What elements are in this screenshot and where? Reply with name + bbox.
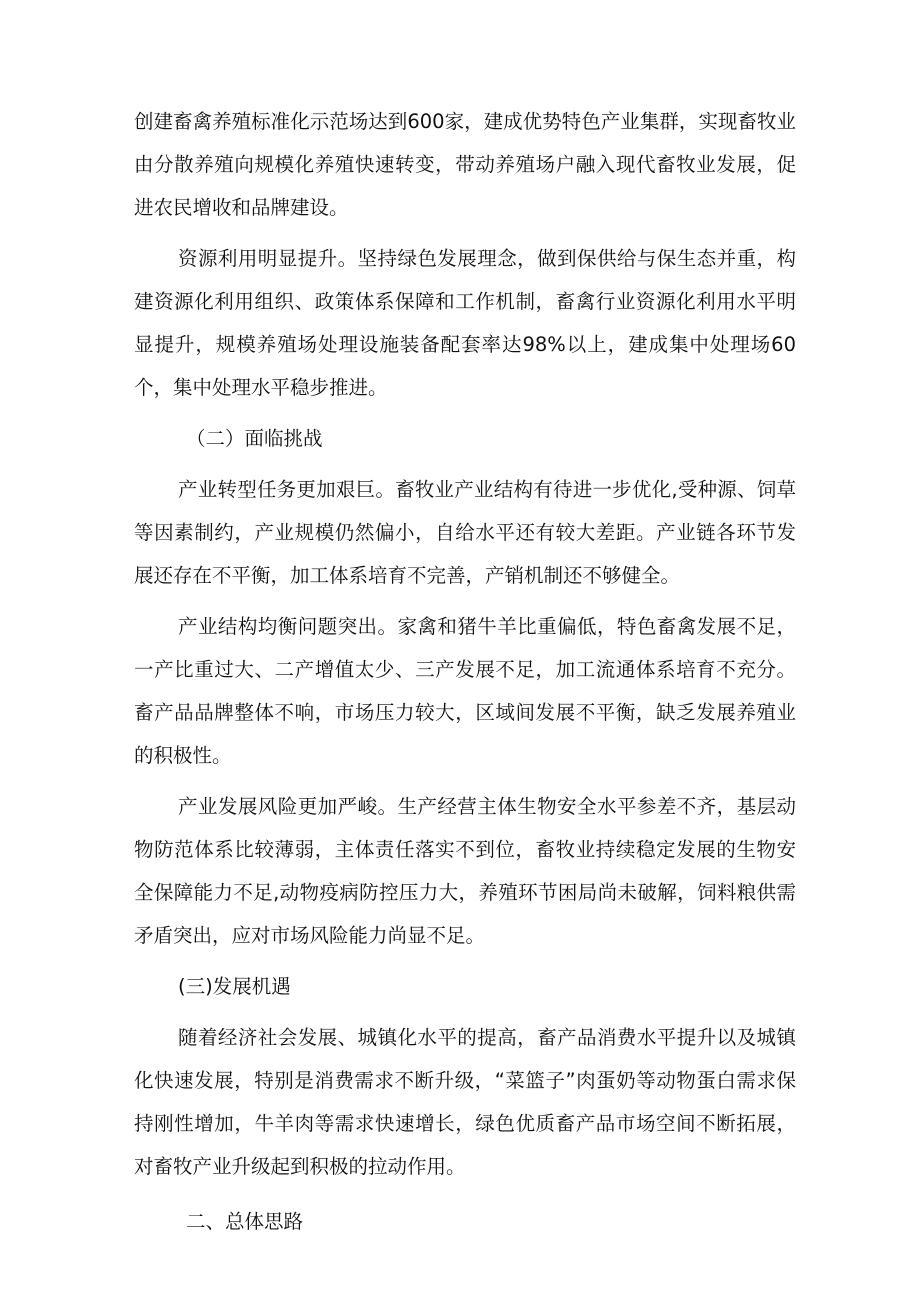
paragraph-resource-utilization: 资源利用明显提升。坚持绿色发展理念，做到保供给与保生态并重，构建资源化利用组织、政策体系保障和工作机制，畜禽行业资源化利用水平明显提升，规模养殖场处理设施装备配套率达98%以上，建成集中处理场60个，集中处理水平稳步推进。 xyxy=(134,247,796,399)
chapter-heading-overall-approach: 二、总体思路 xyxy=(186,1210,304,1233)
paragraph-development-risk: 产业发展风险更加严峻。生产经营主体生物安全水平参差不齐，基层动物防范体系比较薄弱，主体责任落实不到位，畜牧业持续稳定发展的生物安全保障能力不足,动物疫病防控压力大，养殖环节困局尚未破解，饲料粮供需矛盾突出，应对市场风险能力尚显不足。 xyxy=(134,795,796,947)
paragraph-standardization: 创建畜禽养殖标准化示范场达到600家，建成优势特色产业集群，实现畜牧业由分散养殖向规模化养殖快速转变，带动养殖场户融入现代畜牧业发展，促进农民增收和品牌建设。 xyxy=(134,110,796,219)
section-heading-challenges: （二）面临挑战 xyxy=(186,427,323,450)
paragraph-structural-balance: 产业结构均衡问题突出。家禽和猪牛羊比重偏低，特色畜禽发展不足，一产比重过大、二产增值太少、三产发展不足，加工流通体系培育不充分。畜产品品牌整体不响，市场压力较大，区域间发展不平衡，缺乏发展养殖业的积极性。 xyxy=(134,615,796,767)
section-heading-opportunities: (三)发展机遇 xyxy=(178,975,291,998)
paragraph-consumption-demand: 随着经济社会发展、城镇化水平的提高，畜产品消费水平提升以及城镇化快速发展，特别是消费需求不断升级，“菜篮子”肉蛋奶等动物蛋白需求保持刚性增加，牛羊肉等需求快速增长，绿色优质畜产品市场空间不断拓展，对畜牧产业升级起到积极的拉动作用。 xyxy=(134,1026,796,1178)
paragraph-industry-transformation: 产业转型任务更加艰巨。畜牧业产业结构有待进一步优化,受种源、饲草等因素制约，产业规模仍然偏小，自给水平还有较大差距。产业链各环节发展还存在不平衡，加工体系培育不完善，产销机制还不够健全。 xyxy=(134,478,796,587)
